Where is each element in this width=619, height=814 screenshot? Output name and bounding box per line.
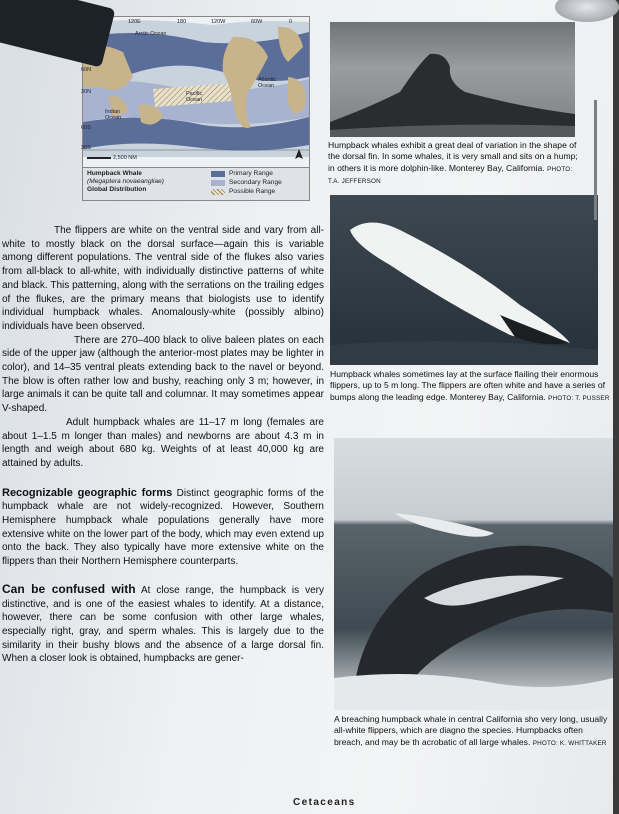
distribution-map <box>82 16 310 168</box>
species-latin: (Megaptera novaeangliae) <box>87 178 164 185</box>
paragraph-confused-with <box>2 583 324 666</box>
page-edge <box>594 100 597 220</box>
breaching-whale-illustration <box>334 438 613 710</box>
map-lon-label: 180 <box>177 19 187 25</box>
heading-geographic-forms: Recognizable geographic forms <box>2 486 173 499</box>
caption-flipper <box>330 369 611 404</box>
map-lon-label: 60W <box>251 19 263 25</box>
map-lat-label: 30N <box>81 89 92 95</box>
map-species-title <box>87 170 164 194</box>
legend-label: Primary Range <box>229 170 273 177</box>
legend-possible <box>211 188 275 195</box>
map-label-indian: Indian Ocean <box>105 109 122 121</box>
map-lat-label: 60N <box>81 67 92 73</box>
body-text-column <box>0 224 324 666</box>
photo-dorsal-fin <box>330 22 575 137</box>
map-label-atlantic: Atlantic Ocean <box>258 77 277 89</box>
paragraph-geographic-forms <box>2 487 324 569</box>
map-lon-label: 0 <box>289 19 293 25</box>
page-footer: Cetaceans <box>293 797 356 808</box>
map-lon-label: 120E <box>128 19 141 25</box>
legend-label: Secondary Range <box>229 179 282 186</box>
map-lat-label: 30S <box>81 145 91 151</box>
paragraph-baleen: There are 270–400 black to olive baleen plates on each side of the upper jaw (although the anterior-most plates may be lighter in color), and 14–35 ventral pleats extending back to the navel or beyond. The blow is often rather low and bushy, reaching only 3 m; however, in large animals it can be quite tall and columnar. It may sometimes appear V-shaped. <box>2 334 324 415</box>
caption-dorsal-fin <box>328 140 578 188</box>
species-name: Humpback Whale <box>87 170 142 177</box>
photo-credit: PHOTO: T. PUSSER <box>548 394 610 402</box>
caption-breaching <box>334 714 613 749</box>
paragraph-flippers: The flippers are white on the ventral side and vary from all-white to mostly black on the dorsal surface—again this is variable among different populations. The ventral side of the flukes also varies from all-black to all-white, with individually distinctive patterns of white and black. This patterning, along with the serrations on the trailing edges of the flukes, are the primary means that biologists use to identify individual humpback whales. Anomalously-white (possibly albino) individuals have been observed. <box>2 225 324 332</box>
map-lat-label: 60S <box>81 125 91 131</box>
paragraph-confused-with-text: At close range, the humpback is very distinctive, and is one of the easiest whales to identify. At a distance, however, there can be some confusion with other large whales, especially right, gray, and sperm whales. This is largely due to the similarity in their bushy blows and the absence of a large dorsal fin. When a closer look is obtained, humpbacks are gener- <box>2 584 324 665</box>
legend-swatch <box>211 180 225 186</box>
legend-swatch <box>211 171 225 177</box>
heading-confused-with: Can be confused with <box>2 581 136 596</box>
caption-text: Humpback whales sometimes lay at the surface flailing their enormous flippers, up to 5 m long. The flippers are often white and have a series of bumps along the leading edge. Monterey Bay, California. <box>330 369 605 402</box>
caption-text: Humpback whales exhibit a great deal of variation in the shape of the dorsal fin. In some whales, it is very small and sits on a hump; in others it is more dolphin-like. Monterey Bay, California. <box>328 140 578 173</box>
legend-label: Possible Range <box>229 188 276 195</box>
map-label-arctic: Arctic Ocean <box>135 31 167 37</box>
photo-credit: PHOTO: K. WHITTAKER <box>532 739 607 747</box>
map-scale-label: 2,500 NM <box>113 155 137 161</box>
photo-credit: PHOTO: T.A. JEFFERSON <box>328 165 573 186</box>
legend-swatch <box>211 189 225 195</box>
caption-text: A breaching humpback whale in central California sho very long, usually all-white flippers, which are diagno the species. Humpbacks often breach, and may be th acrobatic of all large whales. <box>334 714 608 747</box>
paragraph-size: Adult humpback whales are 11–17 m long (females are about 1–1.5 m longer than males) and newborns are about 4.3 m in length and weigh about 680 kg. Weights of at least 40,000 kg are attained by adults. <box>2 416 324 469</box>
photo-breaching <box>334 438 613 710</box>
paragraph-geographic-forms-text: Distinct geographic forms of the humpback whale are not widely-recognized. However, Southern Hemisphere humpback whale populations generally have more extensive white on the lower part of the body, which may even extend up onto the back. They also typically have more extensive white on the flippers than their Northern Hemisphere counterparts. <box>2 487 324 568</box>
legend-primary <box>211 170 273 177</box>
legend-secondary <box>211 179 282 186</box>
flipper-illustration <box>330 195 598 365</box>
map-subtitle: Global Distribution <box>87 186 147 193</box>
photo-flipper <box>330 195 598 365</box>
map-legend <box>82 168 310 201</box>
map-lon-label: 120W <box>211 19 226 25</box>
dorsal-fin-illustration <box>330 22 575 137</box>
map-label-pacific: Pacific Ocean <box>186 91 203 103</box>
